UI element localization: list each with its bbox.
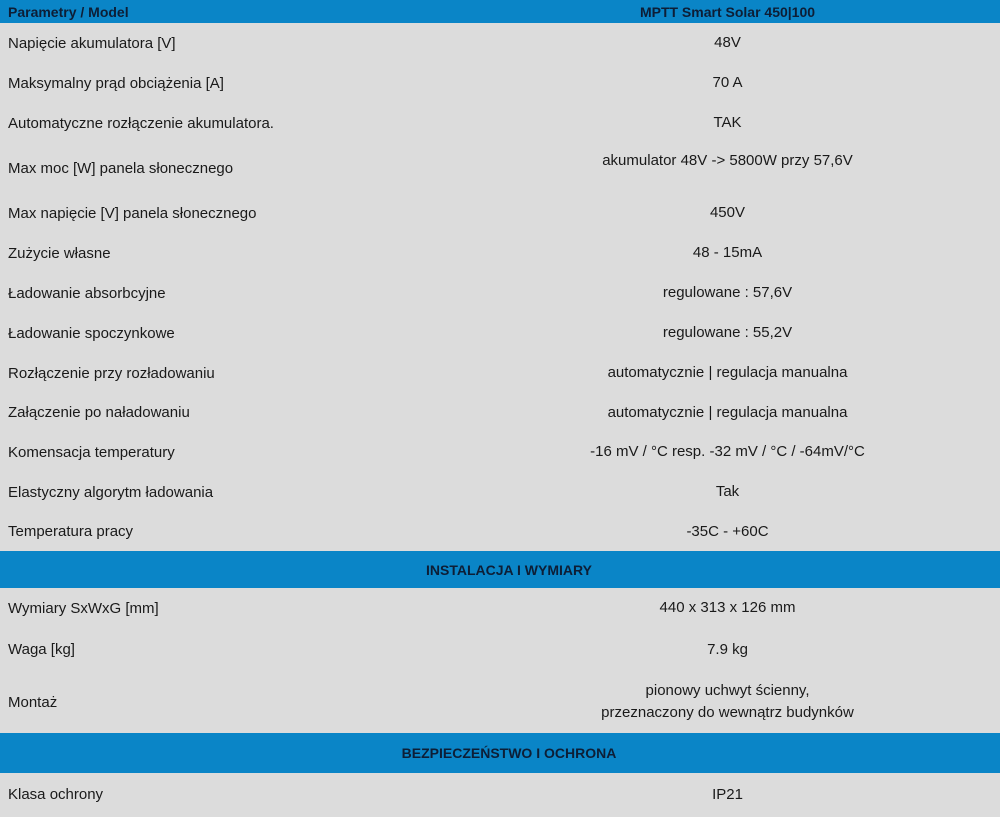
row-value: akumulator 48V -> 5800W przy 57,6V: [602, 152, 853, 169]
table-row: [0, 143, 1000, 193]
row-label: Wymiary SxWxG [mm]: [8, 599, 159, 617]
row-label: Temperatura pracy: [8, 523, 134, 540]
row-label: Automatyczne rozłączenie akumulatora.: [8, 114, 274, 132]
row-label: Klasa ochrony: [8, 786, 104, 803]
row-label: Rozłączenie przy rozładowaniu: [8, 364, 215, 382]
table-row: [0, 432, 1000, 472]
section-title: INSTALACJA I WYMIARY: [426, 561, 592, 578]
row-label: Elastyczny algorytm ładowania: [8, 483, 214, 501]
row-value: 48V: [714, 34, 741, 51]
row-label: Ładowanie spoczynkowe: [8, 324, 175, 342]
row-value: 450V: [709, 204, 746, 221]
table-row: [0, 23, 1000, 63]
section-title: BEZPIECZEŃSTWO I OCHRONA: [401, 745, 617, 761]
row-value: -35C - +60C: [686, 522, 769, 540]
row-label: Max moc [W] panela słonecznego: [8, 159, 234, 177]
row-value: automatycznie | regulacja manualna: [607, 364, 848, 381]
row-label: Komensacja temperatury: [8, 443, 175, 461]
row-value: regulowane : 57,6V: [662, 284, 793, 301]
row-label: Załączenie po naładowaniu: [8, 404, 190, 421]
header-label: Parametry / Model: [8, 3, 129, 20]
table-row: [0, 773, 1000, 816]
table-row: [0, 472, 1000, 512]
table-row: [0, 63, 1000, 103]
row-value-line: pionowy uchwyt ścienny,: [645, 682, 810, 699]
table-row: [0, 193, 1000, 233]
row-label: Maksymalny prąd obciążenia [A]: [8, 74, 224, 92]
header-model: MPTT Smart Solar 450|100: [639, 3, 816, 20]
row-value: -16 mV / °C resp. -32 mV / °C / -64mV/°C: [590, 443, 865, 460]
table-header: [0, 0, 1000, 23]
table-row: [0, 628, 1000, 671]
row-value-multiline: [455, 680, 1000, 724]
row-value: Tak: [715, 483, 740, 500]
row-value: IP21: [712, 785, 743, 803]
row-label: Zużycie własne: [8, 244, 111, 262]
row-value: 70 A: [712, 74, 743, 91]
table-row: [0, 512, 1000, 551]
row-value: automatycznie | regulacja manualna: [607, 403, 848, 421]
table-row: [0, 393, 1000, 432]
row-value: 7.9 kg: [707, 640, 748, 658]
table-row: [0, 588, 1000, 628]
row-value: regulowane : 55,2V: [662, 324, 793, 341]
row-value: 48 - 15mA: [692, 244, 763, 261]
table-row: [0, 671, 1000, 733]
row-value: TAK: [713, 114, 742, 131]
row-value: 440 x 313 x 126 mm: [659, 599, 796, 616]
section-header-installation: [0, 551, 1000, 588]
row-label: Ładowanie absorbcyjne: [8, 284, 166, 302]
row-label: Montaż: [8, 693, 58, 711]
row-label: Waga [kg]: [8, 641, 75, 658]
row-label: Max napięcie [V] panela słonecznego: [8, 204, 257, 222]
row-label: Napięcie akumulatora [V]: [8, 34, 176, 52]
section-header-safety: [0, 733, 1000, 773]
table-row: [0, 353, 1000, 393]
table-row: [0, 233, 1000, 273]
row-value-line: przeznaczony do wewnątrz budynków: [601, 704, 854, 721]
table-row: [0, 273, 1000, 313]
table-row: [0, 313, 1000, 353]
table-row: [0, 103, 1000, 143]
